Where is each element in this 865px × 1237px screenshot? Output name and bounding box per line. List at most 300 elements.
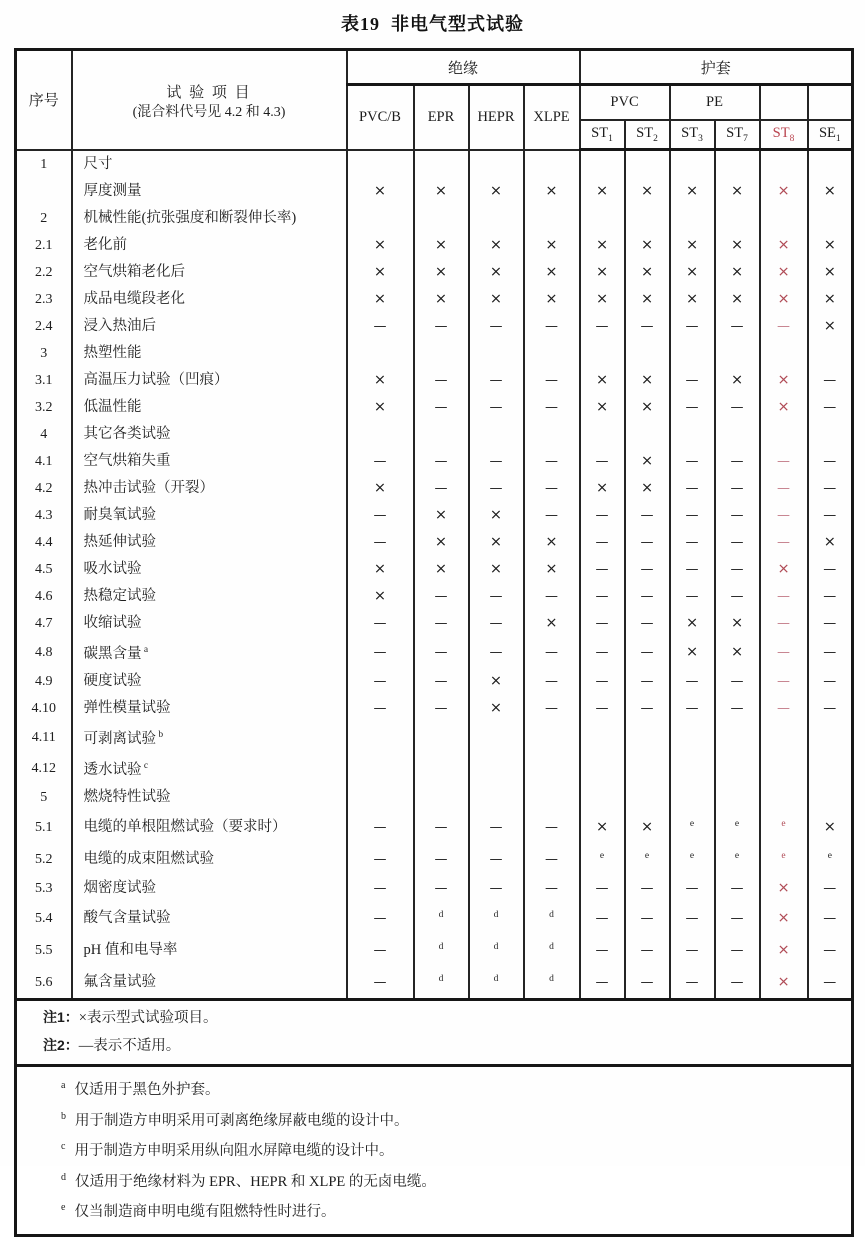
- cell-mark: —: [670, 934, 715, 966]
- cell-seq: 5.5: [16, 934, 72, 966]
- cell-mark: [524, 784, 580, 811]
- cell-mark: ×: [715, 286, 760, 313]
- cell-mark: —: [524, 448, 580, 475]
- cell-mark: —: [580, 934, 625, 966]
- cell-mark: —: [524, 843, 580, 875]
- cell-test-item: 厚度测量: [72, 178, 347, 205]
- cell-mark: —: [670, 902, 715, 934]
- cell-mark: —: [625, 610, 670, 637]
- table-row: [16, 367, 853, 394]
- table-row: [16, 286, 853, 313]
- header-test-item: [72, 50, 347, 150]
- cell-mark: ×: [524, 232, 580, 259]
- footnote-marker: a: [61, 1080, 66, 1091]
- cell-mark: —: [760, 529, 808, 556]
- cell-mark: —: [808, 556, 853, 583]
- cell-mark: ×: [524, 610, 580, 637]
- cell-seq: 3.1: [16, 367, 72, 394]
- cell-mark: [670, 150, 715, 179]
- cell-mark: ×: [524, 556, 580, 583]
- table-title: 表19 非电气型式试验: [341, 14, 524, 34]
- cell-mark: ×: [715, 367, 760, 394]
- cell-mark: [625, 843, 670, 875]
- cell-mark: [524, 722, 580, 753]
- cell-mark: —: [625, 529, 670, 556]
- cell-mark: —: [414, 668, 469, 695]
- cell-mark: ×: [760, 178, 808, 205]
- cell-mark: —: [469, 583, 524, 610]
- cell-seq: 2.2: [16, 259, 72, 286]
- cell-mark: [808, 784, 853, 811]
- cell-test-item: 吸水试验: [72, 556, 347, 583]
- table-row: [16, 475, 853, 502]
- cell-mark: —: [808, 668, 853, 695]
- cell-test-item: 热稳定试验: [72, 583, 347, 610]
- header-col-pvcb: PVC/B: [347, 85, 414, 150]
- cell-mark: ×: [414, 232, 469, 259]
- cell-mark: [580, 722, 625, 753]
- cell-mark: [670, 784, 715, 811]
- cell-mark: —: [808, 610, 853, 637]
- cell-mark: —: [808, 875, 853, 902]
- cell-mark: ×: [715, 637, 760, 668]
- table-row: [16, 529, 853, 556]
- cell-mark: ×: [414, 502, 469, 529]
- cell-mark: —: [414, 448, 469, 475]
- cell-mark: [347, 421, 414, 448]
- cell-mark: ×: [760, 367, 808, 394]
- cell-mark: ×: [670, 232, 715, 259]
- cell-mark: [469, 966, 524, 1000]
- cell-mark: —: [670, 966, 715, 1000]
- cell-mark: [524, 205, 580, 232]
- cell-mark: ×: [808, 232, 853, 259]
- cell-test-item: 可剥离试验 $^b$: [72, 722, 347, 753]
- cell-mark: —: [670, 448, 715, 475]
- table-row: [16, 966, 853, 1000]
- cell-test-item: 透水试验 $^c$: [72, 753, 347, 784]
- cell-seq: 5: [16, 784, 72, 811]
- cell-mark: [715, 205, 760, 232]
- cell-seq: 4.7: [16, 610, 72, 637]
- cell-mark: —: [580, 313, 625, 340]
- footnote-ref: d: [549, 910, 554, 920]
- cell-mark: [524, 902, 580, 934]
- cell-seq: 4.10: [16, 695, 72, 722]
- cell-mark: —: [347, 610, 414, 637]
- cell-test-item: 空气烘箱失重: [72, 448, 347, 475]
- footnote-ref: e: [689, 851, 695, 861]
- cell-mark: [414, 421, 469, 448]
- cell-mark: —: [715, 448, 760, 475]
- cell-test-item: 热冲击试验（开裂）: [72, 475, 347, 502]
- cell-test-item: 耐臭氧试验: [72, 502, 347, 529]
- cell-mark: [808, 753, 853, 784]
- cell-mark: ×: [808, 259, 853, 286]
- note-label: 注2：: [43, 1037, 79, 1053]
- cell-mark: ×: [347, 286, 414, 313]
- cell-test-item: 燃烧特性试验: [72, 784, 347, 811]
- cell-mark: —: [670, 313, 715, 340]
- cell-mark: [580, 340, 625, 367]
- cell-mark: —: [760, 583, 808, 610]
- cell-mark: ×: [808, 529, 853, 556]
- cell-mark: ×: [760, 934, 808, 966]
- cell-mark: —: [760, 610, 808, 637]
- cell-mark: ×: [347, 259, 414, 286]
- cell-mark: [670, 205, 715, 232]
- cell-mark: —: [670, 556, 715, 583]
- cell-mark: [808, 205, 853, 232]
- cell-mark: —: [760, 668, 808, 695]
- cell-mark: —: [760, 695, 808, 722]
- cell-mark: [625, 421, 670, 448]
- cell-mark: ×: [414, 556, 469, 583]
- cell-seq: 4.12: [16, 753, 72, 784]
- cell-mark: ×: [625, 448, 670, 475]
- cell-mark: —: [760, 475, 808, 502]
- cell-mark: —: [670, 502, 715, 529]
- cell-mark: —: [524, 394, 580, 421]
- cell-mark: —: [580, 529, 625, 556]
- cell-mark: —: [715, 583, 760, 610]
- cell-mark: —: [347, 313, 414, 340]
- cell-mark: —: [715, 529, 760, 556]
- cell-mark: —: [808, 502, 853, 529]
- cell-mark: ×: [580, 394, 625, 421]
- cell-mark: ×: [670, 178, 715, 205]
- cell-mark: —: [469, 843, 524, 875]
- cell-mark: [580, 421, 625, 448]
- table-row: [16, 784, 853, 811]
- cell-mark: [625, 784, 670, 811]
- footnote-ref: e: [827, 851, 832, 861]
- footnote-ref: b: [156, 730, 164, 740]
- cell-mark: —: [580, 610, 625, 637]
- cell-mark: [808, 722, 853, 753]
- cell-mark: —: [715, 556, 760, 583]
- cell-mark: ×: [808, 313, 853, 340]
- cell-seq: 4.11: [16, 722, 72, 753]
- table-row: [16, 722, 853, 753]
- cell-mark: —: [414, 811, 469, 843]
- cell-mark: —: [670, 475, 715, 502]
- header-subgroup-pe: PE: [670, 85, 760, 121]
- table-header: [16, 50, 853, 150]
- cell-seq: 4.3: [16, 502, 72, 529]
- cell-mark: —: [670, 695, 715, 722]
- cell-test-item: 尺寸: [72, 150, 347, 179]
- cell-mark: —: [347, 668, 414, 695]
- cell-mark: ×: [760, 259, 808, 286]
- cell-mark: ×: [625, 286, 670, 313]
- cell-mark: [760, 722, 808, 753]
- footnote-ref: d: [438, 942, 444, 952]
- cell-mark: —: [347, 843, 414, 875]
- cell-test-item: 电缆的成束阻燃试验: [72, 843, 347, 875]
- footnote-marker: d: [61, 1171, 66, 1183]
- cell-mark: —: [414, 583, 469, 610]
- cell-mark: [760, 421, 808, 448]
- cell-mark: —: [414, 313, 469, 340]
- cell-seq: 5.2: [16, 843, 72, 875]
- footnote-ref: d: [493, 974, 499, 984]
- cell-test-item: 热延伸试验: [72, 529, 347, 556]
- cell-test-item: 酸气含量试验: [72, 902, 347, 934]
- cell-mark: —: [808, 934, 853, 966]
- cell-mark: —: [580, 448, 625, 475]
- cell-mark: ×: [715, 610, 760, 637]
- cell-mark: ×: [469, 556, 524, 583]
- cell-mark: [347, 753, 414, 784]
- cell-mark: [524, 966, 580, 1000]
- cell-seq: 4.6: [16, 583, 72, 610]
- cell-mark: ×: [580, 811, 625, 843]
- cell-mark: —: [469, 313, 524, 340]
- cell-mark: [625, 722, 670, 753]
- cell-mark: —: [625, 637, 670, 668]
- footnote-text: 用于制造方申明采用可剥离绝缘屏蔽电缆的设计中。: [75, 1112, 409, 1129]
- cell-mark: [469, 784, 524, 811]
- cell-mark: [760, 811, 808, 843]
- cell-mark: ×: [580, 367, 625, 394]
- footnote-ref: d: [493, 910, 499, 920]
- cell-mark: [715, 421, 760, 448]
- cell-mark: [414, 722, 469, 753]
- cell-mark: —: [414, 394, 469, 421]
- cell-seq: 2.3: [16, 286, 72, 313]
- table-row: [16, 150, 853, 179]
- cell-mark: ×: [808, 286, 853, 313]
- footnote-ref: d: [549, 974, 554, 984]
- footnote-ref: d: [549, 942, 554, 952]
- cell-seq: 4.5: [16, 556, 72, 583]
- table-row: [16, 668, 853, 695]
- cell-mark: —: [715, 668, 760, 695]
- cell-mark: ×: [469, 259, 524, 286]
- cell-test-item: 氟含量试验: [72, 966, 347, 1000]
- cell-test-item: 空气烘箱老化后: [72, 259, 347, 286]
- cell-test-item: 碳黑含量 $^a$: [72, 637, 347, 668]
- cell-mark: [524, 150, 580, 179]
- footnote-c: [61, 1134, 851, 1165]
- cell-mark: —: [469, 875, 524, 902]
- footnote-ref: e: [781, 819, 786, 829]
- cell-mark: —: [625, 934, 670, 966]
- notes-row: [16, 1000, 853, 1066]
- header-empty-above-st8: [760, 85, 808, 121]
- cell-test-item: 机械性能(抗张强度和断裂伸长率): [72, 205, 347, 232]
- cell-mark: [469, 753, 524, 784]
- footnote-text: 仅当制造商申明电缆有阻燃特性时进行。: [74, 1204, 336, 1220]
- cell-seq: 4.9: [16, 668, 72, 695]
- header-test-item-line1: 试 验 项 目: [166, 84, 252, 101]
- cell-mark: [469, 421, 524, 448]
- header-col-st7: $ST_7$: [715, 120, 760, 150]
- cell-mark: [580, 784, 625, 811]
- cell-mark: —: [347, 502, 414, 529]
- cell-mark: —: [670, 668, 715, 695]
- header-subgroup-pvc: PVC: [580, 85, 670, 121]
- cell-mark: [414, 340, 469, 367]
- cell-mark: [760, 753, 808, 784]
- cell-mark: —: [670, 394, 715, 421]
- cell-mark: [414, 753, 469, 784]
- cell-mark: —: [524, 695, 580, 722]
- table-footnotes: [16, 1066, 853, 1236]
- cell-mark: ×: [524, 259, 580, 286]
- footnote-marker: c: [61, 1141, 66, 1152]
- cell-mark: —: [760, 448, 808, 475]
- cell-mark: ×: [715, 178, 760, 205]
- cell-mark: —: [347, 811, 414, 843]
- cell-mark: ×: [625, 811, 670, 843]
- cell-mark: [414, 934, 469, 966]
- footnote-text: 仅适用于绝缘材料为 EPR、HEPR 和 XLPE 的无卤电缆。: [75, 1173, 436, 1190]
- cell-mark: [414, 150, 469, 179]
- cell-mark: —: [469, 448, 524, 475]
- cell-mark: —: [469, 475, 524, 502]
- cell-seq: 5.4: [16, 902, 72, 934]
- cell-mark: —: [670, 367, 715, 394]
- cell-mark: [580, 753, 625, 784]
- cell-mark: —: [469, 394, 524, 421]
- cell-mark: ×: [469, 178, 524, 205]
- cell-mark: [414, 966, 469, 1000]
- cell-test-item: 烟密度试验: [72, 875, 347, 902]
- cell-mark: —: [469, 367, 524, 394]
- cell-mark: [760, 340, 808, 367]
- cell-mark: ×: [414, 259, 469, 286]
- cell-mark: [414, 902, 469, 934]
- cell-mark: —: [580, 668, 625, 695]
- cell-mark: ×: [625, 259, 670, 286]
- header-col-epr: EPR: [414, 85, 469, 150]
- cell-mark: [670, 753, 715, 784]
- cell-seq: 2.1: [16, 232, 72, 259]
- cell-seq: 4.2: [16, 475, 72, 502]
- cell-seq: 3: [16, 340, 72, 367]
- cell-mark: [670, 843, 715, 875]
- table-notes: [16, 1000, 853, 1066]
- cell-mark: ×: [625, 232, 670, 259]
- cell-mark: —: [808, 637, 853, 668]
- cell-mark: —: [469, 811, 524, 843]
- cell-mark: ×: [580, 475, 625, 502]
- footnote-ref: e: [644, 851, 650, 861]
- cell-seq: 5.3: [16, 875, 72, 902]
- cell-mark: ×: [524, 178, 580, 205]
- cell-mark: ×: [760, 902, 808, 934]
- header-test-item-line2: (混合料代号见 4.2 和 4.3): [132, 104, 286, 120]
- cell-mark: —: [625, 556, 670, 583]
- cell-mark: [580, 205, 625, 232]
- cell-mark: [715, 811, 760, 843]
- cell-mark: ×: [670, 610, 715, 637]
- cell-mark: —: [715, 394, 760, 421]
- footnote-ref: e: [689, 819, 695, 829]
- cell-mark: —: [625, 902, 670, 934]
- cell-seq: 4.8: [16, 637, 72, 668]
- table-row: [16, 811, 853, 843]
- table-row: [16, 421, 853, 448]
- cell-mark: ×: [524, 286, 580, 313]
- cell-seq: 5.6: [16, 966, 72, 1000]
- cell-mark: —: [808, 966, 853, 1000]
- cell-mark: —: [524, 875, 580, 902]
- footnote-d: [61, 1165, 851, 1196]
- cell-mark: ×: [469, 695, 524, 722]
- cell-mark: ×: [524, 529, 580, 556]
- cell-mark: —: [469, 637, 524, 668]
- footnote-ref: d: [438, 974, 444, 984]
- cell-seq: 4.4: [16, 529, 72, 556]
- note-text: —表示不适用。: [78, 1038, 181, 1054]
- footnote-ref: e: [734, 851, 740, 861]
- cell-mark: [670, 340, 715, 367]
- cell-mark: [524, 340, 580, 367]
- cell-mark: [580, 843, 625, 875]
- header-empty-above-se1: [808, 85, 853, 121]
- cell-mark: [715, 340, 760, 367]
- cell-mark: —: [715, 502, 760, 529]
- cell-test-item: pH 值和电导率: [72, 934, 347, 966]
- cell-mark: —: [715, 695, 760, 722]
- cell-mark: —: [625, 695, 670, 722]
- cell-mark: —: [524, 583, 580, 610]
- cell-mark: [414, 205, 469, 232]
- cell-mark: —: [580, 583, 625, 610]
- header-col-st3: $ST_3$: [670, 120, 715, 150]
- cell-mark: ×: [760, 966, 808, 1000]
- cell-mark: —: [625, 966, 670, 1000]
- cell-mark: ×: [715, 232, 760, 259]
- footnote-ref: e: [599, 851, 605, 861]
- cell-mark: —: [580, 966, 625, 1000]
- header-col-se1: $SE_1$: [808, 120, 853, 150]
- cell-mark: —: [580, 556, 625, 583]
- cell-mark: [808, 340, 853, 367]
- cell-mark: [715, 150, 760, 179]
- cell-mark: —: [524, 668, 580, 695]
- cell-test-item: 硬度试验: [72, 668, 347, 695]
- cell-mark: —: [808, 475, 853, 502]
- footnote-ref: e: [781, 851, 786, 861]
- cell-mark: —: [414, 843, 469, 875]
- cell-mark: ×: [625, 475, 670, 502]
- cell-test-item: 电缆的单根阻燃试验（要求时）: [72, 811, 347, 843]
- cell-seq: [16, 178, 72, 205]
- table-note-2: [43, 1032, 851, 1060]
- cell-mark: [347, 150, 414, 179]
- cell-mark: [808, 150, 853, 179]
- cell-mark: —: [715, 313, 760, 340]
- table-row: [16, 205, 853, 232]
- header-col-st8: $ST_8$: [760, 120, 808, 150]
- cell-test-item: 高温压力试验（凹痕）: [72, 367, 347, 394]
- table-row: [16, 637, 853, 668]
- cell-mark: —: [347, 448, 414, 475]
- cell-mark: —: [760, 313, 808, 340]
- cell-mark: ×: [347, 232, 414, 259]
- cell-mark: —: [715, 966, 760, 1000]
- cell-mark: —: [625, 668, 670, 695]
- cell-mark: —: [808, 394, 853, 421]
- cell-mark: ×: [760, 286, 808, 313]
- cell-mark: ×: [760, 556, 808, 583]
- header-group-insulation: 绝缘: [347, 50, 580, 85]
- cell-mark: —: [347, 529, 414, 556]
